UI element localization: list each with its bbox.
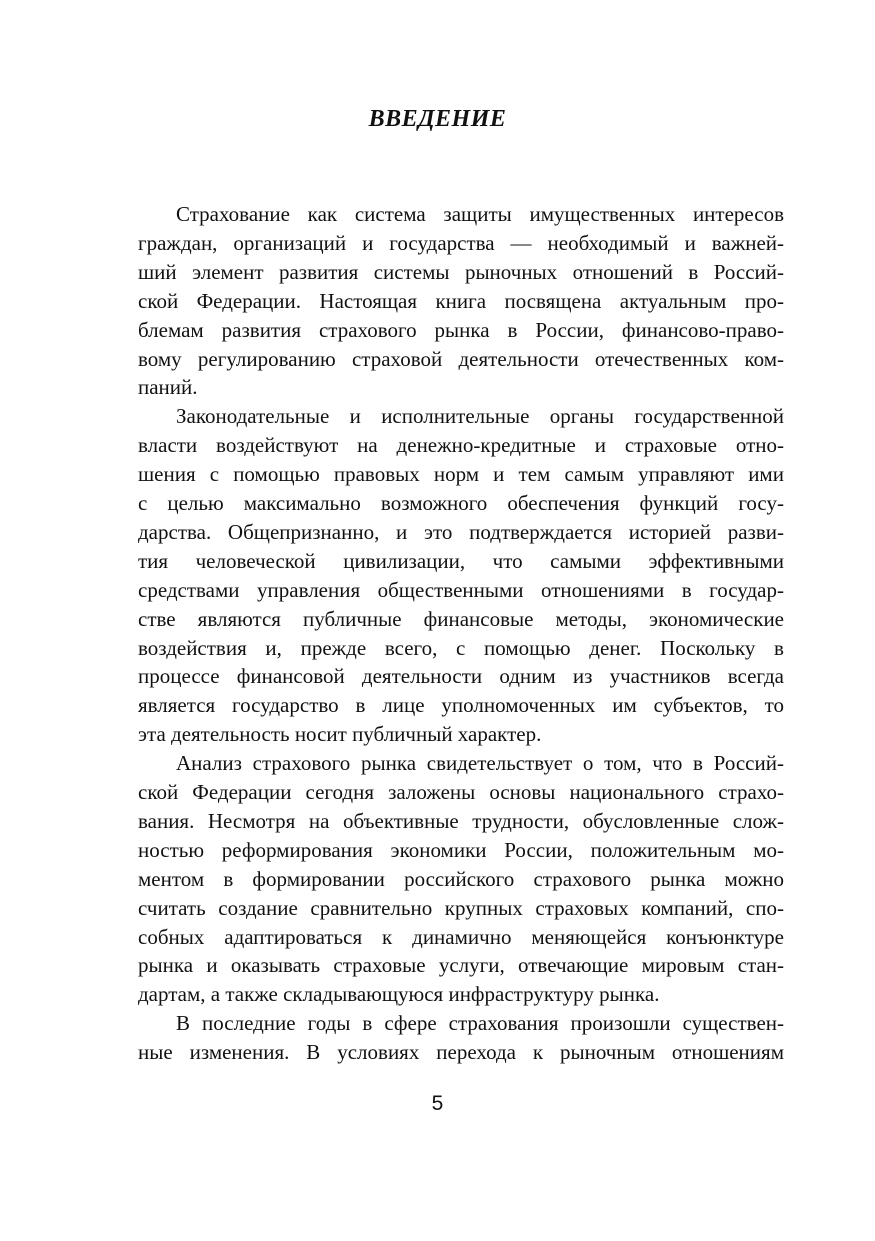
text-line (0, 894, 875, 922)
text-line (0, 951, 875, 979)
text-line-content: власти воздействуют на денежно-кредитные и страховые отно- (138, 433, 784, 458)
text-line (0, 605, 875, 633)
text-line-content: граждан, организаций и государства — необходимый и важней- (138, 230, 785, 255)
text-line (0, 662, 875, 690)
text-line-content: рынка и оказывать страховые услуги, отвечающие мировым стан- (138, 953, 784, 978)
text-line (0, 691, 875, 719)
text-line-content: Анализ страхового рынка свидетельствует о том, что в Россий- (176, 751, 784, 776)
text-line (0, 345, 875, 373)
text-line-content: ные изменения. В условиях перехода к рыночным отношениям (138, 1040, 784, 1065)
text-line-content: стве являются публичные финансовые методы, экономические (138, 606, 785, 631)
text-line (0, 316, 875, 344)
text-line-content: с целью максимально возможного обеспечения функций госу- (138, 491, 784, 515)
text-line-content: дарства. Общепризнанно, и это подтверждается историей разви- (138, 519, 784, 544)
text-line (0, 634, 875, 662)
text-line (0, 980, 875, 1008)
text-line-content: является государство в лице уполномоченных им субъектов, то (138, 693, 785, 718)
text-line-content: ской Федерации. Настоящая книга посвящена актуальным про- (138, 288, 784, 313)
chapter-heading: ВВЕДЕНИЕ (368, 106, 507, 132)
text-line-content: Законодательные и исполнительные органы государственной (176, 404, 785, 429)
text-line-content: ностью реформирования экономики России, положительным мо- (138, 837, 785, 862)
text-line-content: вому регулированию страховой деятельности отечественных ком- (138, 346, 784, 371)
text-line-content: ментом в формировании российского страхового рынка можно (138, 866, 785, 891)
page-number: 5 (431, 1092, 444, 1115)
text-line-content: В последние годы в сфере страхования произошли существен- (176, 1011, 784, 1036)
text-line (0, 720, 875, 748)
text-line (0, 431, 875, 459)
text-line (0, 807, 875, 835)
text-line (0, 489, 875, 517)
text-line-content: процессе финансовой деятельности одним из участников всегда (138, 664, 784, 689)
text-line (0, 547, 875, 575)
text-line (0, 373, 875, 401)
text-line (0, 1009, 875, 1037)
text-line-content: вания. Несмотря на объективные трудности, обусловленные слож- (138, 808, 784, 833)
text-line (0, 778, 875, 806)
text-line-content: эта деятельность носит публичный характер. (138, 722, 542, 747)
text-line-content: дартам, а также складывающуюся инфраструктуру рынка. (138, 982, 660, 1007)
text-line (0, 749, 875, 777)
text-line-content: тия человеческой цивилизации, что самыми эффективными (138, 548, 784, 573)
text-line-content: воздействия и, прежде всего, с помощью денег. Поскольку в (138, 635, 784, 660)
text-line-content: Страхование как система защиты имущественных интересов (176, 202, 784, 226)
text-line (0, 460, 875, 488)
text-line (0, 923, 875, 951)
text-line (0, 576, 875, 604)
text-line-content: паний. (138, 375, 198, 400)
text-line-content: ской Федерации сегодня заложены основы национального страхо- (138, 780, 785, 804)
text-line-content: считать создание сравнительно крупных страховых компаний, спо- (138, 895, 784, 920)
text-line (0, 287, 875, 315)
text-line (0, 865, 875, 893)
text-line (0, 402, 875, 430)
text-line (0, 836, 875, 864)
text-line (0, 518, 875, 546)
text-line (0, 229, 875, 257)
text-line (0, 258, 875, 286)
text-line (0, 200, 875, 228)
text-line-content: ший элемент развития системы рыночных отношений в Россий- (138, 259, 785, 284)
text-line-content: блемам развития страхового рынка в России, финансово-право- (138, 317, 784, 342)
text-line-content: средствами управления общественными отношениями в государ- (138, 577, 784, 602)
text-line (0, 1038, 875, 1066)
text-line-content: собных адаптироваться к динамично меняющейся конъюнктуре (138, 924, 784, 949)
text-line-content: шения с помощью правовых норм и тем самым управляют ими (138, 462, 784, 487)
